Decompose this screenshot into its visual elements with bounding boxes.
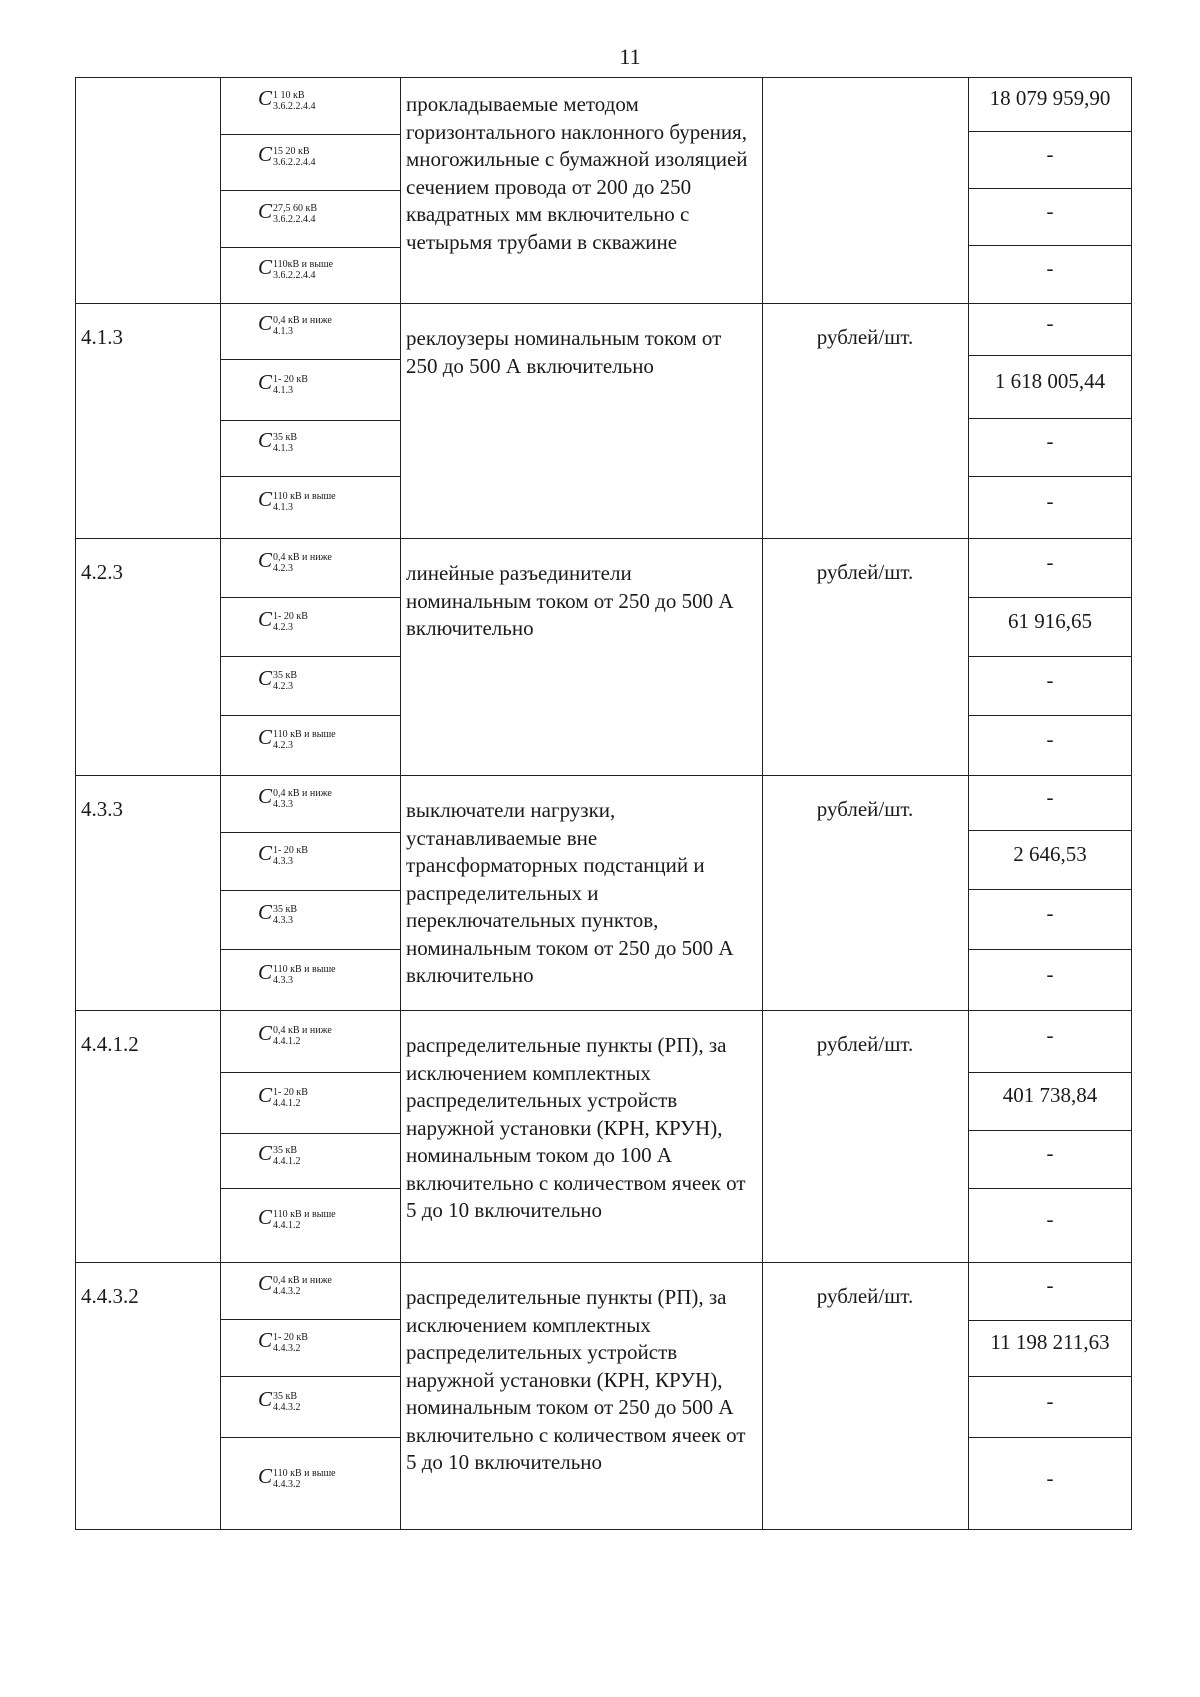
- section-unit: рублей/шт.: [816, 797, 914, 821]
- rate-value: -: [1046, 727, 1054, 751]
- coefficient-symbol: [258, 607, 308, 633]
- coef-row-divider: [220, 597, 400, 598]
- coefficient-symbol: [258, 86, 316, 112]
- coefficient-letter: C: [258, 725, 273, 749]
- coefficient-subscript: 3.6.2.2.4.4: [273, 100, 316, 112]
- coefficient-subscript: 4.2.3: [273, 621, 294, 633]
- coefficient-subscript: 4.3.3: [273, 974, 294, 986]
- coefficient-letter: C: [258, 198, 273, 223]
- coefficient-letter: C: [258, 783, 273, 808]
- value-row-divider: [968, 1320, 1132, 1321]
- rate-value: 1 618 005,44: [994, 368, 1106, 393]
- coefficient-symbol: [258, 1464, 336, 1490]
- coefficient-symbol: [258, 428, 297, 454]
- coefficient-letter: C: [258, 1021, 273, 1045]
- rate-value: -: [1046, 1207, 1054, 1231]
- rate-value: -: [1046, 1141, 1054, 1165]
- coefficient-letter: C: [258, 428, 273, 452]
- coefficient-subscript: 4.4.3.2: [273, 1401, 301, 1413]
- coef-row-divider: [220, 359, 400, 360]
- coefficient-superscript: 110 кВ и выше: [273, 729, 336, 741]
- coefficient-subscript: 4.4.1.2: [273, 1036, 301, 1048]
- coef-row-divider: [220, 1188, 400, 1189]
- coefficient-superscript: 35 кВ: [273, 669, 298, 681]
- coefficient-symbol: [258, 255, 333, 281]
- coefficient-subscript: 4.4.1.2: [273, 1155, 301, 1167]
- section-description: выключатели нагрузки, устанавливаемые вне трансформаторных подстанций и распределительных и переключательных пунктов, номинальным током от 250 до 500 А включительно: [406, 798, 734, 987]
- coefficient-subscript: 3.6.2.2.4.4: [273, 157, 316, 169]
- coefficient-superscript: 1- 20 кВ: [273, 1331, 308, 1343]
- coefficient-subscript: 4.2.3: [273, 562, 294, 574]
- value-row-divider: [968, 1072, 1132, 1073]
- rate-value: -: [1046, 429, 1054, 453]
- section-description: реклоузеры номинальным током от 250 до 500 А включительно: [406, 326, 722, 378]
- coef-row-divider: [220, 420, 400, 421]
- value-row-divider: [968, 1188, 1132, 1189]
- section-description: прокладываемые методом горизонтального наклонного бурения, многожильные с бумажной изоляцией сечением провода от 200 до 250 квадратных мм включительно с четырьмя трубами в скважине: [406, 92, 748, 254]
- section-code: 4.1.3: [81, 325, 123, 349]
- coefficient-subscript: 4.4.1.2: [273, 1220, 301, 1232]
- section-unit: рублей/шт.: [816, 325, 914, 349]
- page-number: 11: [619, 44, 641, 69]
- coefficient-letter: C: [258, 1327, 273, 1352]
- section-unit: рублей/шт.: [816, 1284, 914, 1308]
- coef-row-divider: [220, 832, 400, 833]
- coefficient-subscript: 4.1.3: [273, 502, 294, 514]
- coefficient-symbol: [258, 1387, 301, 1413]
- rate-value: 11 198 211,63: [990, 1330, 1110, 1354]
- coef-row-divider: [220, 1072, 400, 1073]
- coefficient-symbol: [258, 1205, 336, 1231]
- coef-row-divider: [220, 190, 400, 191]
- coefficient-superscript: 0,4 кВ и ниже: [273, 551, 332, 563]
- coefficient-letter: C: [258, 1140, 273, 1165]
- rate-value: -: [1046, 901, 1054, 925]
- coefficient-superscript: 0,4 кВ и ниже: [273, 315, 332, 327]
- coef-row-divider: [220, 890, 400, 891]
- value-row-divider: [968, 188, 1132, 189]
- coefficient-letter: C: [258, 85, 273, 110]
- rate-value: -: [1046, 311, 1054, 335]
- section-description: линейные разъединители номинальным током от 250 до 500 А включительно: [406, 561, 734, 640]
- section-unit: рублей/шт.: [816, 1032, 914, 1056]
- section-divider: [75, 775, 1132, 776]
- section-code: 4.2.3: [81, 560, 123, 584]
- value-row-divider: [968, 245, 1132, 246]
- coefficient-symbol: [258, 1141, 301, 1167]
- value-row-divider: [968, 476, 1132, 477]
- coefficient-letter: C: [258, 1270, 273, 1295]
- rate-value: -: [1046, 784, 1054, 809]
- section-code: 4.4.3.2: [81, 1284, 139, 1308]
- rate-value: -: [1046, 198, 1054, 223]
- coefficient-symbol: [258, 900, 297, 926]
- coefficient-subscript: 4.1.3: [273, 326, 294, 338]
- coefficient-letter: C: [258, 841, 273, 865]
- coefficient-letter: C: [258, 959, 273, 984]
- value-row-divider: [968, 1130, 1132, 1131]
- coef-row-divider: [220, 1133, 400, 1134]
- coefficient-symbol: [258, 370, 308, 396]
- coefficient-subscript: 4.4.3.2: [273, 1478, 301, 1490]
- coefficient-subscript: 4.4.1.2: [273, 1097, 301, 1109]
- coef-row-divider: [220, 134, 400, 135]
- coefficient-superscript: 35 кВ: [273, 903, 298, 915]
- section-code: 4.4.1.2: [81, 1032, 139, 1056]
- coefficient-letter: C: [258, 142, 273, 166]
- coefficient-superscript: 35 кВ: [273, 1390, 298, 1402]
- value-row-divider: [968, 949, 1132, 950]
- section-divider: [75, 1010, 1132, 1011]
- value-row-divider: [968, 597, 1132, 598]
- column-divider: [400, 77, 401, 1530]
- value-row-divider: [968, 1437, 1132, 1438]
- section-divider: [75, 1262, 1132, 1263]
- coefficient-subscript: 4.1.3: [273, 443, 294, 455]
- coefficient-subscript: 4.1.3: [273, 384, 294, 396]
- coefficient-subscript: 4.2.3: [273, 680, 294, 692]
- rate-value: 2 646,53: [1013, 841, 1087, 866]
- coef-row-divider: [220, 715, 400, 716]
- rate-value: -: [1046, 256, 1054, 280]
- coefficient-letter: C: [258, 311, 273, 335]
- coef-row-divider: [220, 949, 400, 950]
- coefficient-symbol: [258, 841, 308, 867]
- coefficient-letter: C: [258, 255, 273, 279]
- coefficient-symbol: [258, 960, 336, 986]
- coef-row-divider: [220, 476, 400, 477]
- coefficient-symbol: [258, 1271, 332, 1297]
- column-divider: [220, 77, 221, 1530]
- value-row-divider: [968, 131, 1132, 132]
- value-row-divider: [968, 830, 1132, 831]
- coefficient-symbol: [258, 199, 317, 225]
- section-description: распределительные пункты (РП), за исключением комплектных распределительных устройств наружной установки (КРН, КРУН), номинальным током до 100 А включительно с количеством ячеек от 5 до 10 включительно: [406, 1033, 746, 1222]
- value-row-divider: [968, 889, 1132, 890]
- coefficient-letter: C: [258, 899, 273, 924]
- coefficient-superscript: 0,4 кВ и ниже: [273, 1274, 332, 1286]
- coefficient-symbol: [258, 1083, 308, 1109]
- coefficient-letter: C: [258, 369, 273, 394]
- value-row-divider: [968, 1376, 1132, 1377]
- coefficient-subscript: 4.4.3.2: [273, 1342, 301, 1354]
- coefficient-superscript: 35 кВ: [273, 1144, 298, 1156]
- coefficient-symbol: [258, 725, 336, 751]
- coefficient-symbol: [258, 548, 332, 574]
- coefficient-subscript: 4.3.3: [273, 856, 294, 868]
- value-row-divider: [968, 656, 1132, 657]
- coefficient-subscript: 3.6.2.2.4.4: [273, 270, 316, 282]
- rate-value: 401 738,84: [1002, 1083, 1098, 1107]
- rate-value: -: [1046, 961, 1054, 986]
- coefficient-subscript: 4.3.3: [273, 914, 294, 926]
- value-row-divider: [968, 355, 1132, 356]
- section-divider: [75, 538, 1132, 539]
- section-description: распределительные пункты (РП), за исключением комплектных распределительных устройств наружной установки (КРН, КРУН), номинальным током от 250 до 500 А включительно с количеством ячеек от 5 до 10 включительно: [406, 1285, 746, 1474]
- coefficient-subscript: 3.6.2.2.4.4: [273, 213, 316, 225]
- coefficient-symbol: [258, 1021, 332, 1047]
- coefficient-superscript: 110кВ и выше: [273, 259, 334, 271]
- coefficient-superscript: 0,4 кВ и ниже: [273, 787, 332, 799]
- rate-value: -: [1046, 489, 1054, 513]
- section-code: 4.3.3: [81, 797, 123, 821]
- coefficient-superscript: 15 20 кВ: [273, 146, 310, 158]
- rate-value: 18 079 959,90: [989, 86, 1111, 110]
- coef-row-divider: [220, 1319, 400, 1320]
- coefficient-letter: C: [258, 1463, 273, 1488]
- coefficient-symbol: [258, 487, 336, 513]
- rate-value: -: [1046, 1465, 1054, 1490]
- coefficient-letter: C: [258, 1205, 273, 1229]
- rate-value: -: [1046, 667, 1054, 692]
- section-unit: рублей/шт.: [816, 560, 914, 584]
- coefficient-letter: C: [258, 487, 273, 511]
- rate-value: -: [1046, 1023, 1054, 1047]
- coefficient-superscript: 1- 20 кВ: [273, 845, 308, 857]
- coefficient-letter: C: [258, 1082, 273, 1107]
- coefficient-symbol: [258, 1328, 308, 1354]
- coefficient-superscript: 110 кВ и выше: [273, 963, 336, 975]
- coefficient-superscript: 27,5 60 кВ: [273, 202, 318, 214]
- coefficient-symbol: [258, 311, 332, 337]
- coefficient-superscript: 110 кВ и выше: [273, 1209, 336, 1221]
- section-divider: [75, 303, 1132, 304]
- value-row-divider: [968, 418, 1132, 419]
- coefficient-subscript: 4.4.3.2: [273, 1285, 301, 1297]
- coefficient-superscript: 35 кВ: [273, 432, 298, 444]
- coefficient-superscript: 1 10 кВ: [273, 89, 305, 101]
- value-row-divider: [968, 715, 1132, 716]
- coefficient-subscript: 4.2.3: [273, 740, 294, 752]
- coef-row-divider: [220, 1437, 400, 1438]
- coefficient-superscript: 110 кВ и выше: [273, 1467, 336, 1479]
- coefficient-superscript: 1- 20 кВ: [273, 373, 308, 385]
- coef-row-divider: [220, 656, 400, 657]
- coef-row-divider: [220, 247, 400, 248]
- coefficient-symbol: [258, 784, 332, 810]
- coefficient-letter: C: [258, 547, 273, 572]
- coefficient-symbol: [258, 142, 316, 168]
- coefficient-superscript: 1- 20 кВ: [273, 610, 308, 622]
- coefficient-letter: C: [258, 606, 273, 631]
- rate-value: 61 916,65: [1008, 608, 1092, 633]
- coef-row-divider: [220, 1376, 400, 1377]
- rate-value: -: [1046, 1273, 1054, 1297]
- coefficient-superscript: 110 кВ и выше: [273, 491, 336, 503]
- coefficient-superscript: 1- 20 кВ: [273, 1086, 308, 1098]
- coefficient-subscript: 4.3.3: [273, 798, 294, 810]
- coefficient-letter: C: [258, 665, 273, 690]
- coefficient-symbol: [258, 666, 297, 692]
- rate-value: -: [1046, 549, 1054, 574]
- coefficient-superscript: 0,4 кВ и ниже: [273, 1025, 332, 1037]
- rate-value: -: [1046, 141, 1054, 166]
- rate-value: -: [1046, 1388, 1054, 1413]
- coefficient-letter: C: [258, 1386, 273, 1411]
